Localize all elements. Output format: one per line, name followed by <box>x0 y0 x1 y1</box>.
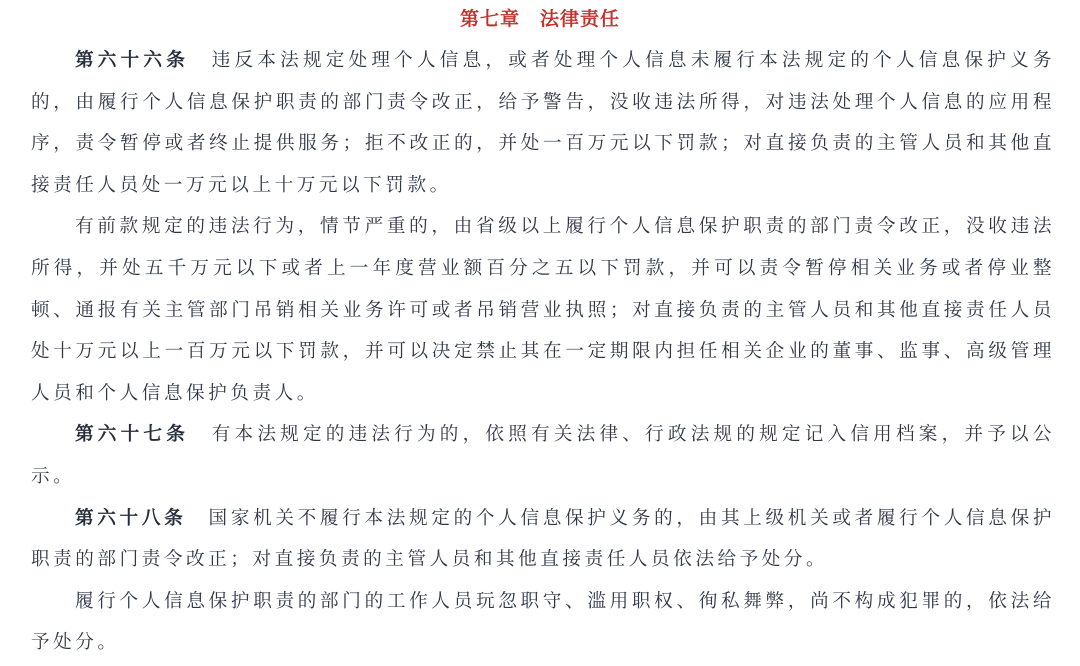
article-68-paragraph-2 <box>31 581 1055 664</box>
article-text: 有本法规定的违法行为的，依照有关法律、行政法规的规定记入信用档案，并予以公示。 <box>31 424 1055 487</box>
article-68-paragraph <box>31 498 1055 581</box>
article-66-paragraph-2 <box>31 206 1055 414</box>
article-number: 第六十八条 <box>75 507 187 529</box>
chapter-body <box>31 40 1055 664</box>
chapter-title: 第七章 法律责任 <box>459 8 620 30</box>
article-text: 国家机关不履行本法规定的个人信息保护义务的，由其上级机关或者履行个人信息保护职责的部门责令改正；对直接负责的主管人员和其他直接责任人员依法给予处分。 <box>31 507 1055 571</box>
article-67-paragraph <box>31 414 1055 497</box>
article-text: 违反本法规定处理个人信息，或者处理个人信息未履行本法规定的个人信息保护义务的，由履行个人信息保护职责的部门责令改正，给予警告，没收违法所得，对违法处理个人信息的应用程序，责令暂停或者终止提供服务；拒不改正的，并处一百万元以下罚款；对直接负责的主管人员和其他直接责任人员处一万元以上十万元以下罚款。 <box>31 50 1055 196</box>
paragraph-text: 履行个人信息保护职责的部门的工作人员玩忽职守、滥用职权、徇私舞弊，尚不构成犯罪的，依法给予处分。 <box>31 590 1055 654</box>
article-number: 第六十六条 <box>75 50 190 71</box>
article-66-paragraph <box>31 40 1055 206</box>
article-number: 第六十七条 <box>75 424 190 446</box>
paragraph-text: 有前款规定的违法行为，情节严重的，由省级以上履行个人信息保护职责的部门责令改正，没收违法所得，并处五千万元以下或者上一年度营业额百分之五以下罚款，并可以责令暂停相关业务或者停业整顿、通报有关主管部门吊销相关业务许可或者吊销营业执照；对直接负责的主管人员和其他直接责任人员处十万元以上一百万元以下罚款，并可以决定禁止其在一定期限内担任相关企业的董事、监事、高级管理人员和个人信息保护负责人。 <box>31 216 1055 404</box>
